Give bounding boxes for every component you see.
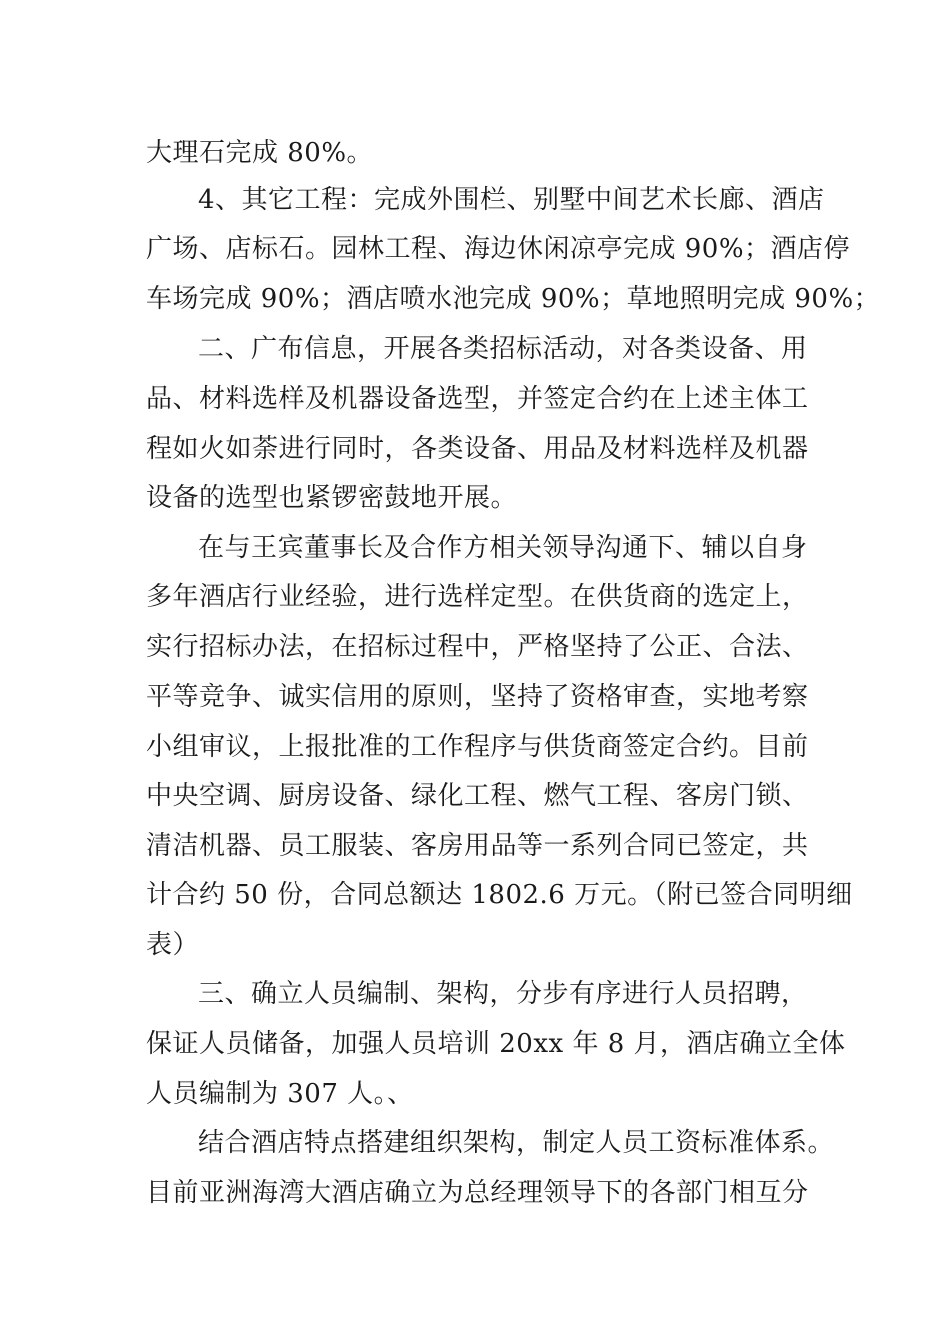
text-line: 二、广布信息，开展各类招标活动，对各类设备、用 xyxy=(198,334,808,364)
text-line: 平等竞争、诚实信用的原则，坚持了资格审查，实地考察 xyxy=(146,682,809,712)
text-line: 大理石完成 80%。 xyxy=(146,138,374,168)
text-line: 品、材料选样及机器设备选型，并签定合约在上述主体工 xyxy=(146,384,809,414)
text-line: 保证人员储备，加强人员培训 20xx 年 8 月，酒店确立全体 xyxy=(146,1029,846,1059)
text-line: 计合约 50 份，合同总额达 1802.6 万元。（附已签合同明细 xyxy=(146,880,853,910)
text-line: 4、其它工程：完成外围栏、别墅中间艺术长廊、酒店 xyxy=(198,185,825,215)
text-line: 车场完成 90%；酒店喷水池完成 90%；草地照明完成 90%； xyxy=(146,284,881,314)
text-line: 人员编制为 307 人。、 xyxy=(146,1079,414,1109)
text-line: 实行招标办法，在招标过程中，严格坚持了公正、合法、 xyxy=(146,632,809,662)
text-line: 广场、店标石。园林工程、海边休闲凉亭完成 90%；酒店停 xyxy=(146,234,851,264)
text-line: 小组审议，上报批准的工作程序与供货商签定合约。目前 xyxy=(146,732,809,762)
text-line: 清洁机器、员工服装、客房用品等一系列合同已签定，共 xyxy=(146,831,809,861)
text-line: 程如火如荼进行同时，各类设备、用品及材料选样及机器 xyxy=(146,434,809,464)
text-line: 多年酒店行业经验，进行选样定型。在供货商的选定上， xyxy=(146,582,809,612)
text-line: 结合酒店特点搭建组织架构，制定人员工资标准体系。 xyxy=(198,1128,835,1158)
text-line: 设备的选型也紧锣密鼓地开展。 xyxy=(146,483,518,513)
text-line: 三、确立人员编制、架构，分步有序进行人员招聘， xyxy=(198,979,808,1009)
text-line: 目前亚洲海湾大酒店确立为总经理领导下的各部门相互分 xyxy=(146,1178,809,1208)
text-line: 表） xyxy=(146,930,200,960)
text-line: 中央空调、厨房设备、绿化工程、燃气工程、客房门锁、 xyxy=(146,781,809,811)
text-line: 在与王宾董事长及合作方相关领导沟通下、辅以自身 xyxy=(198,533,808,563)
